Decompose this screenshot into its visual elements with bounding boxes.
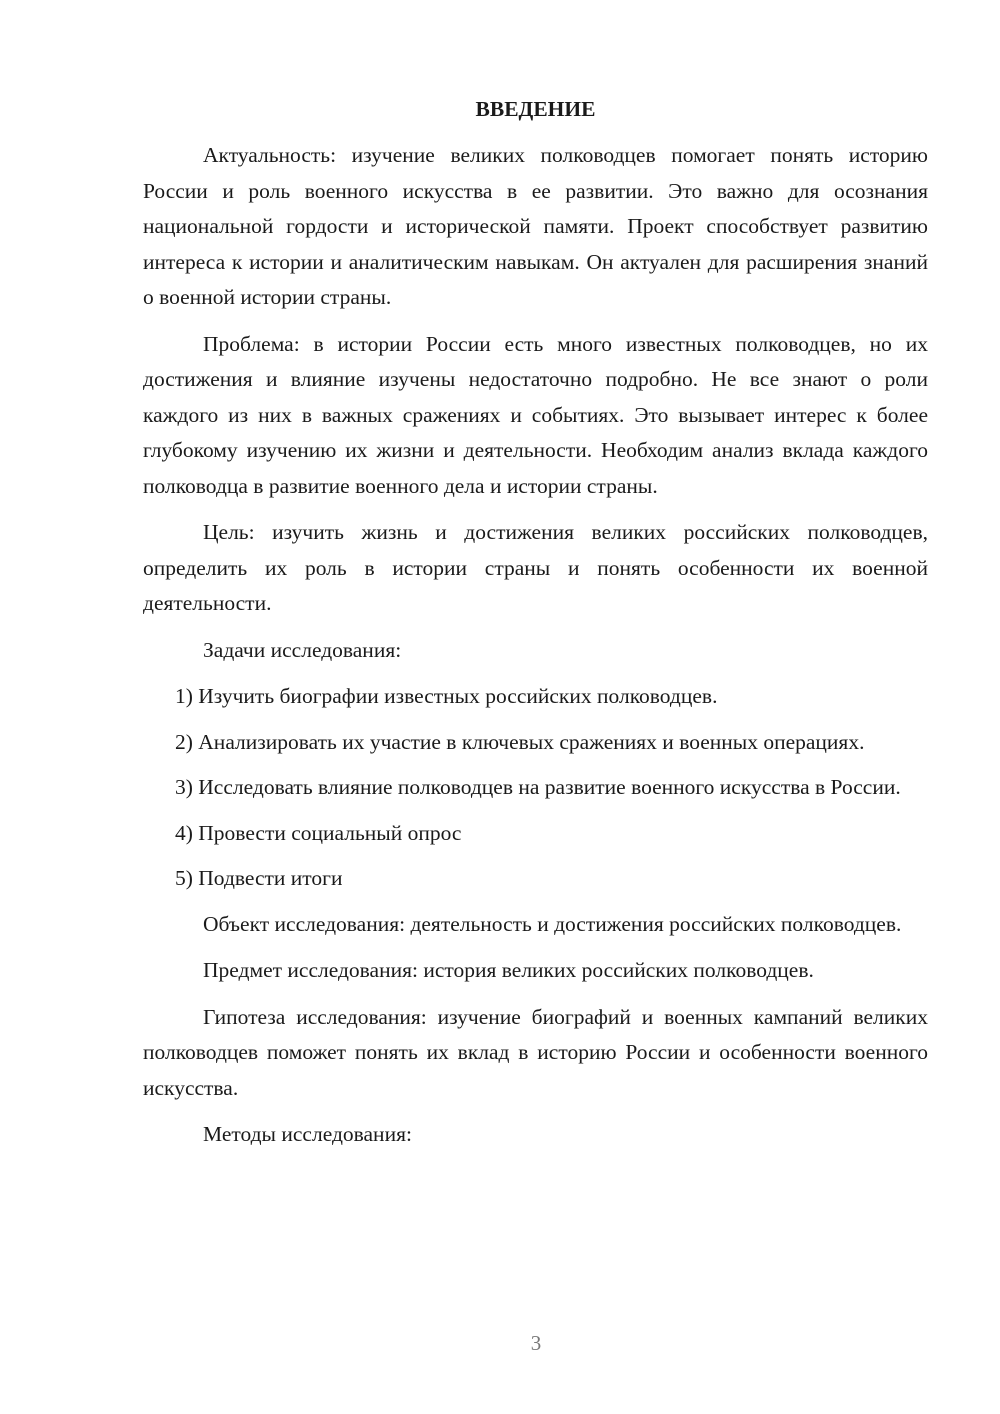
paragraph-goal: Цель: изучить жизнь и достижения великих российских полководцев, определить их роль в истории страны и понять особенности их военной деятельности. (143, 520, 928, 615)
task-item-1: 1) Изучить биографии известных российских полководцев. (175, 684, 718, 708)
section-title: ВВЕДЕНИЕ (475, 97, 596, 121)
paragraph-hypothesis: Гипотеза исследования: изучение биографий и военных кампаний великих полководцев поможет понять их вклад в историю России и особенности военного искусства. (143, 1004, 928, 1100)
task-item-2: 2) Анализировать их участие в ключевых сражениях и военных операциях. (175, 729, 865, 754)
paragraph-relevance: Актуальность: изучение великих полководцев помогает понять историю России и роль военного искусства в ее развитии. Это важно для осознания национальной гордости и исторической памяти. Проект способствует развитию интереса к истории и аналитическим навыкам. Он актуален для расширения знаний о военной истории страны. (143, 143, 928, 309)
document-page (143, 92, 928, 1164)
page-number: 3 (530, 1331, 542, 1355)
paragraph-tasks-heading: Задачи исследования: (203, 637, 402, 662)
paragraph-methods: Методы исследования: (203, 1122, 412, 1146)
paragraph-subject: Предмет исследования: история великих российских полководцев. (203, 958, 814, 982)
paragraph-problem: Проблема: в истории России есть много известных полководцев, но их достижения и влияние изучены недостаточно подробно. Не все знают о роли каждого из них в важных сражениях и событиях. Это вызывает интерес к более глубокому изучению их жизни и деятельности. Необходим анализ вклада каждого полководца в развитие военного дела и истории страны. (143, 331, 928, 498)
task-item-4: 4) Провести социальный опрос (175, 820, 462, 845)
paragraph-object: Объект исследования: деятельность и достижения российских полководцев. (203, 911, 902, 936)
task-item-5: 5) Подвести итоги (175, 866, 343, 890)
task-item-3: 3) Исследовать влияние полководцев на развитие военного искусства в России. (175, 775, 901, 799)
